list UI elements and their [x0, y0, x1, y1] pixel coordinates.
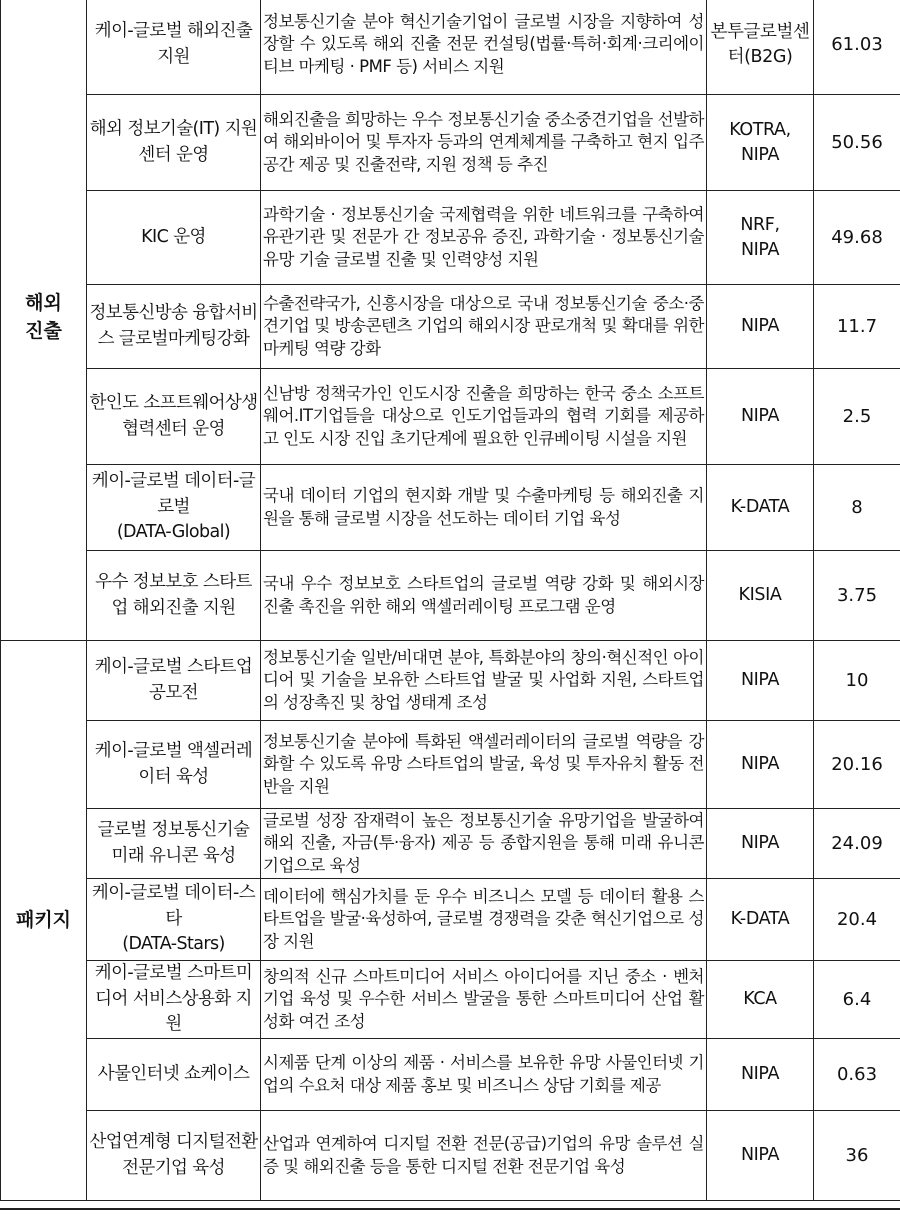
- category-cell: 해외 진출: [1, 0, 87, 641]
- program-description-cell: 정보통신기술 분야에 특화된 액셀러레이터의 글로벌 역량을 강화할 수 있도록 유망 스타트업의 발굴, 육성 및 투자유치 활동 전반을 지원: [261, 721, 707, 809]
- program-description-cell: 데이터에 핵심가치를 둔 우수 비즈니스 모델 등 데이터 활용 스타트업을 발굴·육성하여, 글로벌 경쟁력을 갖춘 혁신기업으로 성장 지원: [261, 879, 707, 961]
- category-cell: 패키지: [1, 641, 87, 1201]
- table-row: [1, 641, 900, 721]
- agency-cell: 본투글로벌센터(B2G): [707, 0, 814, 95]
- agency-cell: KCA: [707, 961, 814, 1039]
- budget-cell: 3.75: [814, 551, 900, 641]
- table-row: [1, 721, 900, 809]
- program-name-cell: 케이-글로벌 액셀러레이터 육성: [87, 721, 261, 809]
- agency-cell: K-DATA: [707, 879, 814, 961]
- table-bottom-rule: [0, 1208, 900, 1210]
- budget-cell: 20.16: [814, 721, 900, 809]
- budget-cell: 2.5: [814, 369, 900, 465]
- budget-cell: 20.4: [814, 879, 900, 961]
- budget-cell: 11.7: [814, 285, 900, 369]
- program-description-cell: 창의적 신규 스마트미디어 서비스 아이디어를 지닌 중소 · 벤처 기업 육성 및 우수한 서비스 발굴을 통한 스마트미디어 산업 활성화 여건 조성: [261, 961, 707, 1039]
- program-name-cell: 케이-글로벌 스마트미디어 서비스상용화 지원: [87, 961, 261, 1039]
- agency-cell: KOTRA, NIPA: [707, 95, 814, 191]
- program-name-cell: 우수 정보보호 스타트업 해외진출 지원: [87, 551, 261, 641]
- agency-cell: NIPA: [707, 809, 814, 879]
- agency-cell: NIPA: [707, 641, 814, 721]
- program-name-cell: 케이-글로벌 데이터-글로벌 (DATA-Global): [87, 465, 261, 551]
- table-row: [1, 285, 900, 369]
- table-row: [1, 465, 900, 551]
- program-name-cell: 산업연계형 디지털전환 전문기업 육성: [87, 1111, 261, 1201]
- program-description-cell: 과학기술 · 정보통신기술 국제협력을 위한 네트워크를 구축하여 유관기관 및 전문가 간 정보공유 증진, 과학기술 · 정보통신기술 유망 기술 글로벌 진출 및 인력양성 지원: [261, 191, 707, 285]
- agency-cell: NIPA: [707, 1039, 814, 1111]
- program-name-cell: 글로벌 정보통신기술 미래 유니콘 육성: [87, 809, 261, 879]
- program-description-cell: 해외진출을 희망하는 우수 정보통신기술 중소중견기업을 선발하여 해외바이어 및 투자자 등과의 연계체계를 구축하고 현지 입주공간 제공 및 진출전략, 지원 정책 등 추진: [261, 95, 707, 191]
- table-row: [1, 191, 900, 285]
- budget-cell: 10: [814, 641, 900, 721]
- agency-cell: NIPA: [707, 369, 814, 465]
- agency-cell: NIPA: [707, 1111, 814, 1201]
- program-description-cell: 신남방 정책국가인 인도시장 진출을 희망하는 한국 중소 소프트웨어.IT기업들을 대상으로 인도기업들과의 협력 기회를 제공하고 인도 시장 진입 초기단계에 필요한 인큐베이팅 시설을 지원: [261, 369, 707, 465]
- agency-cell: K-DATA: [707, 465, 814, 551]
- program-description-cell: 정보통신기술 일반/비대면 분야, 특화분야의 창의·혁신적인 아이디어 및 기술을 보유한 스타트업 발굴 및 사업화 지원, 스타트업의 성장촉진 및 창업 생태계 조성: [261, 641, 707, 721]
- program-description-cell: 산업과 연계하여 디지털 전환 전문(공급)기업의 유망 솔루션 실증 및 해외진출 등을 통한 디지털 전환 전문기업 육성: [261, 1111, 707, 1201]
- table-row: [1, 551, 900, 641]
- table-row: [1, 369, 900, 465]
- table-row: [1, 95, 900, 191]
- table-row: [1, 879, 900, 961]
- budget-cell: 0.63: [814, 1039, 900, 1111]
- agency-cell: KISIA: [707, 551, 814, 641]
- budget-cell: 49.68: [814, 191, 900, 285]
- table-row: [1, 961, 900, 1039]
- budget-cell: 24.09: [814, 809, 900, 879]
- table-row: [1, 0, 900, 95]
- program-name-cell: KIC 운영: [87, 191, 261, 285]
- program-name-cell: 사물인터넷 쇼케이스: [87, 1039, 261, 1111]
- agency-cell: NIPA: [707, 285, 814, 369]
- program-name-cell: 케이-글로벌 해외진출 지원: [87, 0, 261, 95]
- budget-cell: 6.4: [814, 961, 900, 1039]
- program-name-cell: 케이-글로벌 데이터-스타 (DATA-Stars): [87, 879, 261, 961]
- program-description-cell: 수출전략국가, 신흥시장을 대상으로 국내 정보통신기술 중소·중견기업 및 방송콘텐츠 기업의 해외시장 판로개척 및 확대를 위한 마케팅 역량 강화: [261, 285, 707, 369]
- budget-cell: 8: [814, 465, 900, 551]
- program-name-cell: 정보통신방송 융합서비스 글로벌마케팅강화: [87, 285, 261, 369]
- program-description-cell: 정보통신기술 분야 혁신기술기업이 글로벌 시장을 지향하여 성장할 수 있도록 해외 진출 전문 컨설팅(법률·특허·회계·크리에이티브 마케팅 · PMF 등) 서비스 지원: [261, 0, 707, 95]
- program-name-cell: 한인도 소프트웨어상생협력센터 운영: [87, 369, 261, 465]
- program-name-cell: 해외 정보기술(IT) 지원센터 운영: [87, 95, 261, 191]
- budget-cell: 61.03: [814, 0, 900, 95]
- budget-cell: 50.56: [814, 95, 900, 191]
- agency-cell: NIPA: [707, 721, 814, 809]
- table-row: [1, 1039, 900, 1111]
- budget-cell: 36: [814, 1111, 900, 1201]
- program-description-cell: 글로벌 성장 잠재력이 높은 정보통신기술 유망기업을 발굴하여 해외 진출, 자금(투·융자) 제공 등 종합지원을 통해 미래 유니콘 기업으로 육성: [261, 809, 707, 879]
- program-name-cell: 케이-글로벌 스타트업 공모전: [87, 641, 261, 721]
- program-description-cell: 국내 우수 정보보호 스타트업의 글로벌 역량 강화 및 해외시장 진출 촉진을 위한 해외 액셀러레이팅 프로그램 운영: [261, 551, 707, 641]
- agency-cell: NRF, NIPA: [707, 191, 814, 285]
- program-description-cell: 국내 데이터 기업의 현지화 개발 및 수출마케팅 등 해외진출 지원을 통해 글로벌 시장을 선도하는 데이터 기업 육성: [261, 465, 707, 551]
- program-description-cell: 시제품 단계 이상의 제품 · 서비스를 보유한 유망 사물인터넷 기업의 수요처 대상 제품 홍보 및 비즈니스 상담 기회를 제공: [261, 1039, 707, 1111]
- table-row: [1, 809, 900, 879]
- table-row: [1, 1111, 900, 1201]
